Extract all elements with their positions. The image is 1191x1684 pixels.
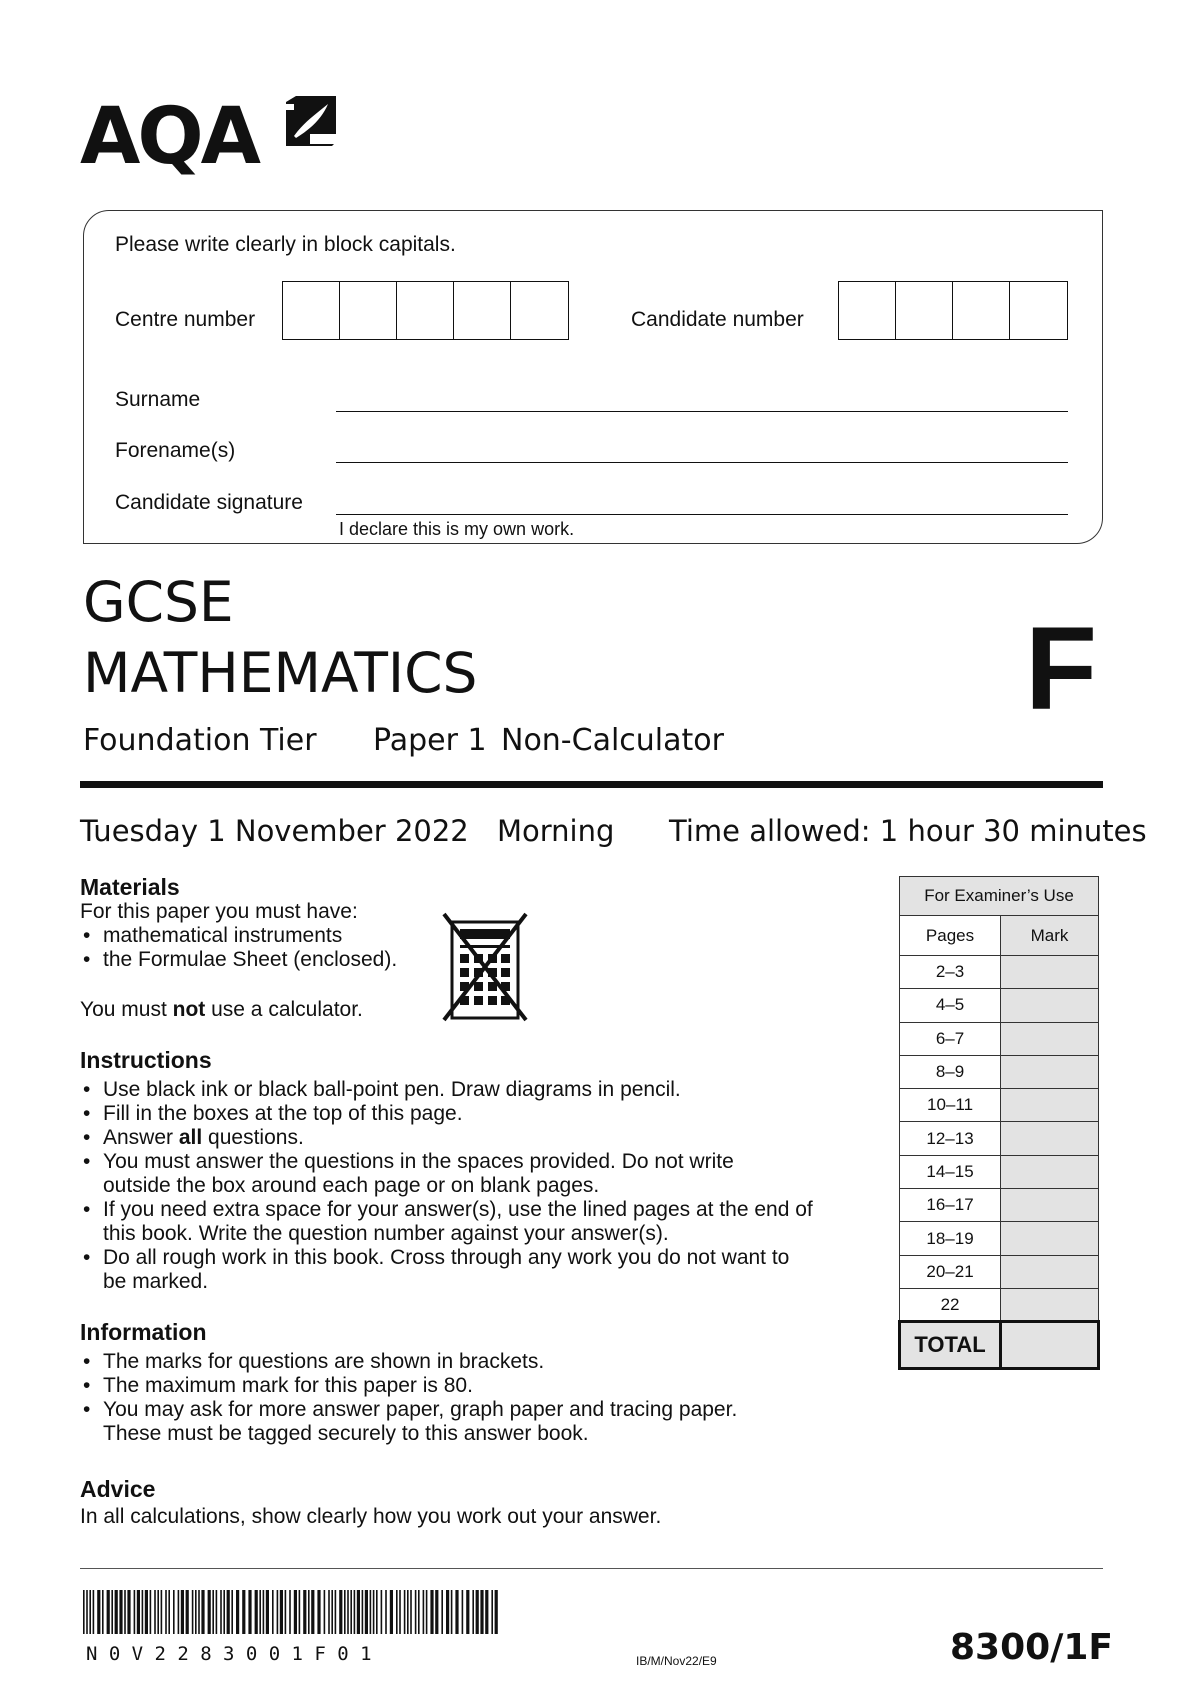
barcode-bar [472, 1590, 474, 1634]
barcode-bar [255, 1590, 258, 1634]
barcode-bar [178, 1590, 180, 1634]
barcode-bar [354, 1590, 356, 1634]
barcode-bar [410, 1590, 412, 1634]
barcode-bar [485, 1590, 488, 1634]
barcode-bar [404, 1590, 406, 1634]
mark-cell [1001, 1255, 1099, 1288]
table-row: 18–19 [900, 1222, 1099, 1255]
table-row: 12–13 [900, 1122, 1099, 1155]
barcode-bar [272, 1590, 274, 1634]
list-item: • The marks for questions are shown in brackets. [80, 1350, 737, 1374]
materials-heading: Materials [80, 874, 180, 900]
barcode-bar [137, 1590, 140, 1634]
barcode-bar [324, 1590, 326, 1634]
barcode-bar [280, 1590, 283, 1634]
barcode-bar [476, 1590, 479, 1634]
barcode-bar [339, 1590, 342, 1634]
signature-label: Candidate signature [115, 491, 303, 514]
mark-cell [1001, 1222, 1099, 1255]
exam-session: Morning [497, 814, 615, 848]
barcode-number: N0V2283001F01 [86, 1643, 383, 1665]
mark-cell [1001, 1055, 1099, 1088]
advice-text: In all calculations, show clearly how you work out your answer. [80, 1505, 662, 1528]
materials-intro: For this paper you must have: [80, 900, 358, 923]
barcode-bar [161, 1590, 163, 1634]
centre-number-label: Centre number [115, 308, 256, 331]
barcode-bar [195, 1590, 197, 1634]
table-row: 6–7 [900, 1022, 1099, 1055]
mark-cell [1001, 1189, 1099, 1222]
mark-cell [1001, 1089, 1099, 1122]
signature-line[interactable] [336, 514, 1068, 515]
paper-number: Paper 1 [373, 723, 487, 758]
barcode-bar [399, 1590, 401, 1634]
barcode-bar [441, 1590, 443, 1634]
table-row: 20–21 [900, 1255, 1099, 1288]
barcode-bar [89, 1590, 91, 1634]
barcode-bar [115, 1590, 118, 1634]
barcode-bar [430, 1590, 433, 1634]
barcode-bar [426, 1590, 428, 1634]
barcode-bar [362, 1590, 364, 1634]
table-row: 10–11 [900, 1089, 1099, 1122]
barcode-bar [208, 1590, 211, 1634]
list-item: • The maximum mark for this paper is 80. [80, 1374, 737, 1398]
title-divider [80, 781, 1103, 788]
information-list [80, 1350, 737, 1446]
barcode-bar [181, 1590, 184, 1634]
barcode-bar [350, 1590, 352, 1634]
declaration-text: I declare this is my own work. [339, 519, 575, 539]
time-allowed: Time allowed: 1 hour 30 minutes [669, 814, 1147, 848]
centre-digit-box[interactable] [397, 282, 454, 339]
barcode-bar [248, 1590, 251, 1634]
barcode-bar [231, 1590, 233, 1634]
table-row: 4–5 [900, 989, 1099, 1022]
barcode-bar [173, 1590, 175, 1634]
total-row [900, 1322, 1099, 1369]
mark-cell [1001, 989, 1099, 1022]
instructions-list [80, 1078, 813, 1294]
list-item: • If you need extra space for your answer(s), use the lined pages at the end of this book. Write the question number against your answer(s). [80, 1198, 813, 1246]
barcode-bar [145, 1590, 148, 1634]
barcode-bar [365, 1590, 368, 1634]
candidate-digit-box[interactable] [1010, 282, 1067, 339]
advice-heading: Advice [80, 1476, 156, 1502]
barcode-bar [157, 1590, 159, 1634]
examiners-use-title: For Examiner’s Use [900, 877, 1099, 916]
barcode-bar [331, 1590, 333, 1634]
table-row: 22 [900, 1288, 1099, 1321]
barcode-bar [451, 1590, 453, 1634]
mark-cell [1001, 1022, 1099, 1055]
barcode-bar [311, 1590, 314, 1634]
list-item: • mathematical instruments [80, 924, 397, 948]
barcode-bar [83, 1590, 85, 1634]
barcode-bar [168, 1590, 170, 1634]
centre-digit-box[interactable] [340, 282, 397, 339]
barcode-bar [289, 1590, 291, 1634]
barcode-bar [357, 1590, 360, 1634]
paper-code: 8300/1F [950, 1627, 1113, 1668]
table-row: 8–9 [900, 1055, 1099, 1088]
block-capitals-instruction: Please write clearly in block capitals. [115, 233, 456, 256]
surname-line[interactable] [336, 411, 1068, 412]
information-heading: Information [80, 1319, 207, 1345]
barcode-bar [259, 1590, 261, 1634]
barcode-bar [97, 1590, 100, 1634]
table-row: 16–17 [900, 1189, 1099, 1222]
mark-cell [1001, 956, 1099, 989]
barcode-bar [415, 1590, 417, 1634]
barcode-bar [373, 1590, 375, 1634]
barcode-bar [435, 1590, 438, 1634]
candidate-digit-box[interactable] [896, 282, 953, 339]
list-item: • Do all rough work in this book. Cross through any work you do not want to be marked. [80, 1246, 813, 1294]
barcode-bar [385, 1590, 387, 1634]
instructions-heading: Instructions [80, 1047, 212, 1073]
no-calculator-icon [442, 912, 528, 1024]
mark-cell [1001, 1155, 1099, 1188]
barcode-bar [381, 1590, 383, 1634]
barcode-bar [142, 1590, 144, 1634]
barcode-bar [165, 1590, 167, 1634]
barcode-bar [462, 1590, 464, 1634]
paper-type: Non-Calculator [501, 723, 724, 758]
barcode-bar [107, 1590, 110, 1634]
pages-column-header: Pages [900, 916, 1001, 956]
barcode-bar [277, 1590, 279, 1634]
barcode-bar [418, 1590, 420, 1634]
barcode-bar [317, 1590, 320, 1634]
candidate-details-box [83, 210, 1103, 544]
barcode-bar [227, 1590, 230, 1634]
barcode-bar [285, 1590, 287, 1634]
barcode-bar [216, 1590, 218, 1634]
barcode-bar [111, 1590, 113, 1634]
forenames-line[interactable] [336, 462, 1068, 463]
barcode-bar [192, 1590, 194, 1634]
list-item: • the Formulae Sheet (enclosed). [80, 948, 397, 972]
barcode-bar [299, 1590, 301, 1634]
barcode-bar [347, 1590, 349, 1634]
barcode-bar [220, 1590, 222, 1634]
barcode-bar [480, 1590, 483, 1634]
barcode-bar [154, 1590, 156, 1634]
barcode-bar [455, 1590, 458, 1634]
examiners-use-table [898, 876, 1100, 1370]
aqa-logo-text: AQA [80, 92, 259, 182]
tier-letter: F [1025, 603, 1098, 735]
barcode-bar [150, 1590, 152, 1634]
barcode-bar [127, 1590, 130, 1634]
barcode-bar [396, 1590, 398, 1634]
barcode-bar [446, 1590, 449, 1634]
barcode-bar [344, 1590, 346, 1634]
barcode-bar [491, 1590, 493, 1634]
barcode-bar [328, 1590, 330, 1634]
barcode-bar [186, 1590, 189, 1634]
barcode-bar [102, 1590, 104, 1634]
list-item: • Fill in the boxes at the top of this page. [80, 1102, 813, 1126]
barcode-bar [242, 1590, 245, 1634]
surname-label: Surname [115, 388, 201, 411]
barcode-icon [83, 1590, 498, 1634]
list-item: • Answer all questions. [80, 1126, 813, 1150]
calculator-note: You must not use a calculator. [80, 998, 363, 1021]
document-reference: IB/M/Nov22/E9 [636, 1654, 717, 1668]
barcode-bar [263, 1590, 265, 1634]
barcode-bar [212, 1590, 214, 1634]
centre-digit-box[interactable] [283, 282, 340, 339]
barcode-bar [119, 1590, 122, 1634]
table-row: 14–15 [900, 1155, 1099, 1188]
mark-cell [1001, 1288, 1099, 1321]
barcode-bar [466, 1590, 469, 1634]
barcode-bar [93, 1590, 95, 1634]
total-mark-cell [1001, 1322, 1099, 1369]
aqa-logo-mark-icon [282, 92, 340, 150]
barcode-bar [124, 1590, 126, 1634]
candidate-number-boxes[interactable] [838, 281, 1068, 340]
centre-number-boxes[interactable] [282, 281, 569, 340]
barcode-bar [201, 1590, 204, 1634]
list-item: • Use black ink or black ball-point pen. Draw diagrams in pencil. [80, 1078, 813, 1102]
barcode-bar [86, 1590, 88, 1634]
forenames-label: Forename(s) [115, 439, 236, 462]
barcode-bar [294, 1590, 297, 1634]
barcode-bar [223, 1590, 225, 1634]
candidate-number-label: Candidate number [631, 308, 804, 331]
barcode-bar [303, 1590, 306, 1634]
footer-divider [80, 1568, 1103, 1569]
barcode-bar [308, 1590, 310, 1634]
centre-digit-box[interactable] [454, 282, 511, 339]
tier-label: Foundation Tier [83, 723, 317, 758]
subject-title: MATHEMATICS [83, 641, 478, 705]
qualification-title: GCSE [83, 570, 234, 634]
mark-column-header: Mark [1001, 916, 1099, 956]
mark-cell [1001, 1122, 1099, 1155]
barcode-bar [266, 1590, 269, 1634]
list-item: • You may ask for more answer paper, graph paper and tracing paper. These must be tagged securely to this answer book. [80, 1398, 737, 1446]
barcode-bar [370, 1590, 372, 1634]
barcode-bar [407, 1590, 409, 1634]
barcode-bar [236, 1590, 239, 1634]
barcode-bar [495, 1590, 498, 1634]
barcode-bar [390, 1590, 393, 1634]
candidate-digit-box[interactable] [953, 282, 1010, 339]
candidate-digit-box[interactable] [839, 282, 896, 339]
materials-list [80, 924, 397, 972]
barcode-bar [423, 1590, 425, 1634]
barcode-bar [376, 1590, 378, 1634]
exam-date: Tuesday 1 November 2022 [80, 814, 469, 848]
table-row: 2–3 [900, 956, 1099, 989]
total-label: TOTAL [900, 1322, 1001, 1369]
list-item: • You must answer the questions in the spaces provided. Do not write outside the box around each page or on blank pages. [80, 1150, 813, 1198]
barcode-bar [134, 1590, 136, 1634]
barcode-bar [335, 1590, 337, 1634]
barcode-bar [198, 1590, 200, 1634]
centre-digit-box[interactable] [511, 282, 568, 339]
